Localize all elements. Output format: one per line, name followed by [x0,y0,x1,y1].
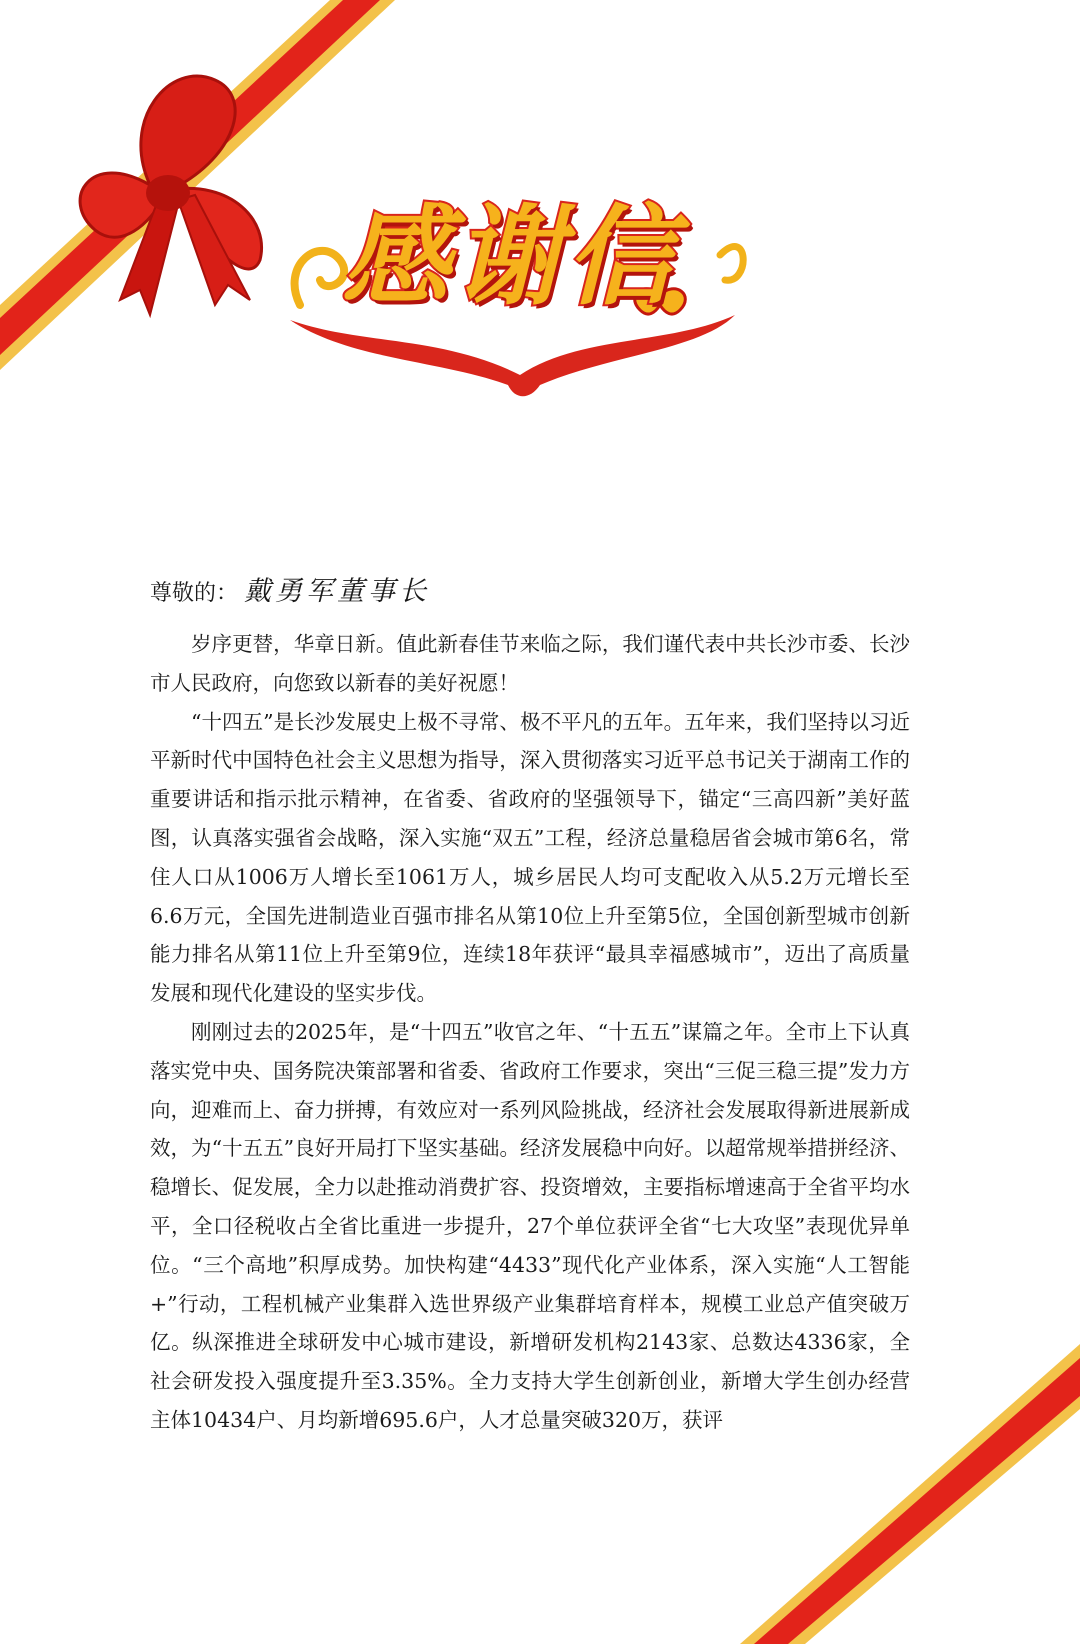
salutation-prefix: 尊敬的： [150,581,239,606]
paragraph-review: “十四五”是长沙发展史上极不寻常、极不平凡的五年。五年来，我们坚持以习近平新时代中国特色社会主义思想为指导，深入贯彻落实习近平总书记关于湖南工作的重要讲话和指示批示精神，在省委、省政府的坚强领导下，锚定“三高四新”美好蓝图，认真落实强省会战略，深入实施“双五”工程，经济总量稳居省会城市第6名，常住人口从1006万人增长至1061万人，城乡居民人均可支配收入从5.2万元增长至6.6万元，全国先进制造业百强市排名从第10位上升至第5位，全国创新型城市创新能力排名从第11位上升至第9位，连续18年获评“最具幸福感城市”，迈出了高质量发展和现代化建设的坚实步伐。 [150,709,910,1006]
title-banner [280,185,750,415]
paragraph-2025: 刚刚过去的2025年，是“十四五”收官之年、“十五五”谋篇之年。全市上下认真落实党中央、国务院决策部署和省委、省政府工作要求，突出“三促三稳三提”发力方向，迎难而上、奋力拼搏，有效应对一系列风险挑战，经济社会发展取得新进展新成效，为“十五五”良好开局打下坚实基础。经济发展稳中向好。以超常规举措拼经济、稳增长、促发展，全力以赴推动消费扩容、投资增效，主要指标增速高于全省平均水平，全口径税收占全省比重进一步提升，27个单位获评全省“七大攻坚”表现优异单位。“三个高地”积厚成势。加快构建“4433”现代化产业体系，深入实施“人工智能+”行动，工程机械产业集群入选世界级产业集群培育样本，规模工业总产值突破万亿。纵深推进全球研发中心城市建设，新增研发机构2143家、总数达4336家，全社会研发投入强度提升至3.35%。全力支持大学生创新创业，新增大学生创办经营主体10434户、月均新增695.6户，人才总量突破320万，获评 [150,1019,910,1432]
letter-body [150,625,910,1440]
recipient-name: 戴勇军董事长 [244,576,431,607]
title-text: 感谢信 [342,195,679,320]
salutation [150,575,430,611]
ribbon-corner-decoration [740,1344,1080,1644]
paragraph-greeting: 岁序更替，华章日新。值此新春佳节来临之际，我们谨代表中共长沙市委、长沙市人民政府，向您致以新春的美好祝愿！ [150,632,910,695]
